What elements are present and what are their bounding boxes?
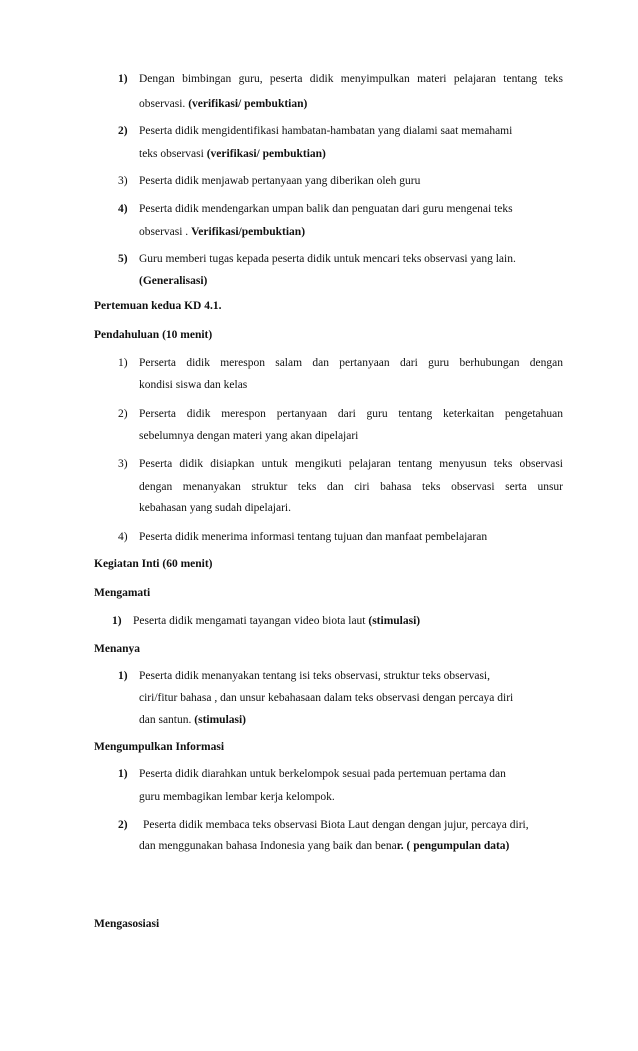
- list-number: 1): [118, 73, 128, 85]
- bold-annotation: (verifikasi/ pembuktian): [206, 148, 326, 160]
- list-item-text: [139, 224, 305, 240]
- bold-annotation: (verifikasi/ pembuktian): [188, 98, 308, 110]
- list-item-text: Peserta didik diarahkan untuk berkelompok sesuai pada pertemuan pertama dan: [139, 768, 506, 780]
- list-item-text: Perserta didik merespon salam dan pertanyaan dari guru berhubungan dengan: [139, 357, 563, 369]
- bold-annotation: r. ( pengumpulan data): [396, 840, 510, 852]
- list-item-text: [139, 838, 509, 854]
- heading-menanya: Menanya: [94, 643, 140, 655]
- bold-annotation: (stimulasi): [194, 714, 247, 726]
- list-number: 3): [118, 175, 128, 187]
- list-number: 4): [118, 531, 128, 543]
- list-item-text-part: dan santun.: [139, 714, 192, 726]
- heading-mengamati: Mengamati: [94, 587, 151, 599]
- list-number: 1): [118, 670, 128, 682]
- list-number: 2): [118, 819, 128, 831]
- heading-pertemuan: Pertemuan kedua KD 4.1.: [94, 300, 222, 312]
- list-item-text: [139, 96, 307, 112]
- heading-mengasosiasi: Mengasosiasi: [94, 918, 160, 930]
- list-item-text: Peserta didik menjawab pertanyaan yang diberikan oleh guru: [139, 175, 421, 187]
- list-number: 1): [118, 357, 128, 369]
- list-item-text: Peserta didik membaca teks observasi Biota Laut dengan dengan jujur, percaya diri,: [143, 819, 529, 831]
- list-item-text: Peserta didik menerima informasi tentang tujuan dan manfaat pembelajaran: [139, 531, 488, 543]
- list-item-text: [139, 146, 326, 162]
- list-item-text: Dengan bimbingan guru, peserta didik menyimpulkan materi pelajaran tentang teks: [139, 73, 563, 85]
- list-item-text: kondisi siswa dan kelas: [139, 379, 248, 391]
- list-item-text: Perserta didik merespon pertanyaan dari guru tentang keterkaitan pengetahuan: [139, 408, 563, 420]
- list-item-text-part: observasi .: [139, 226, 189, 238]
- heading-kegiatan-inti: Kegiatan Inti (60 menit): [94, 558, 213, 570]
- bold-annotation: (Generalisasi): [139, 275, 208, 287]
- list-item-text: Peserta didik menanyakan tentang isi teks observasi, struktur teks observasi,: [139, 670, 490, 682]
- list-number: 1): [112, 615, 122, 627]
- list-number: 4): [118, 203, 128, 215]
- list-item-text: kebahasan yang sudah dipelajari.: [139, 502, 291, 514]
- list-item-text-part: observasi.: [139, 98, 186, 110]
- list-item-text: Peserta didik disiapkan untuk mengikuti pelajaran tentang menyusun teks observasi: [139, 458, 563, 470]
- list-item-text-part: Peserta didik mengamati tayangan video biota laut: [133, 615, 366, 627]
- list-item-text: Peserta didik mengidentifikasi hambatan-hambatan yang dialami saat memahami: [139, 125, 513, 137]
- list-item-text: [133, 613, 420, 629]
- list-item-text: dengan menanyakan struktur teks dan ciri bahasa teks observasi serta unsur: [139, 481, 563, 493]
- list-item-text-part: dan menggunakan bahasa Indonesia yang baik dan bena: [139, 840, 397, 852]
- bold-annotation: Verifikasi/pembuktian): [191, 226, 306, 238]
- list-number: 2): [118, 408, 128, 420]
- heading-mengumpulkan-informasi: Mengumpulkan Informasi: [94, 741, 225, 753]
- bold-annotation: (stimulasi): [368, 615, 421, 627]
- list-number: 2): [118, 125, 128, 137]
- list-item-text: ciri/fitur bahasa , dan unsur kebahasaan dalam teks observasi dengan percaya diri: [139, 692, 514, 704]
- list-item-text: sebelumnya dengan materi yang akan dipelajari: [139, 430, 359, 442]
- list-item-text: guru membagikan lembar kerja kelompok.: [139, 791, 335, 803]
- heading-pendahuluan: Pendahuluan (10 menit): [94, 329, 213, 341]
- list-item-text: [139, 712, 246, 728]
- list-number: 3): [118, 458, 128, 470]
- list-number: 1): [118, 768, 128, 780]
- list-item-text: Guru memberi tugas kepada peserta didik untuk mencari teks observasi yang lain.: [139, 253, 516, 265]
- list-number: 5): [118, 253, 128, 265]
- list-item-text: Peserta didik mendengarkan umpan balik dan penguatan dari guru mengenai teks: [139, 203, 513, 215]
- list-item-text-part: teks observasi: [139, 148, 204, 160]
